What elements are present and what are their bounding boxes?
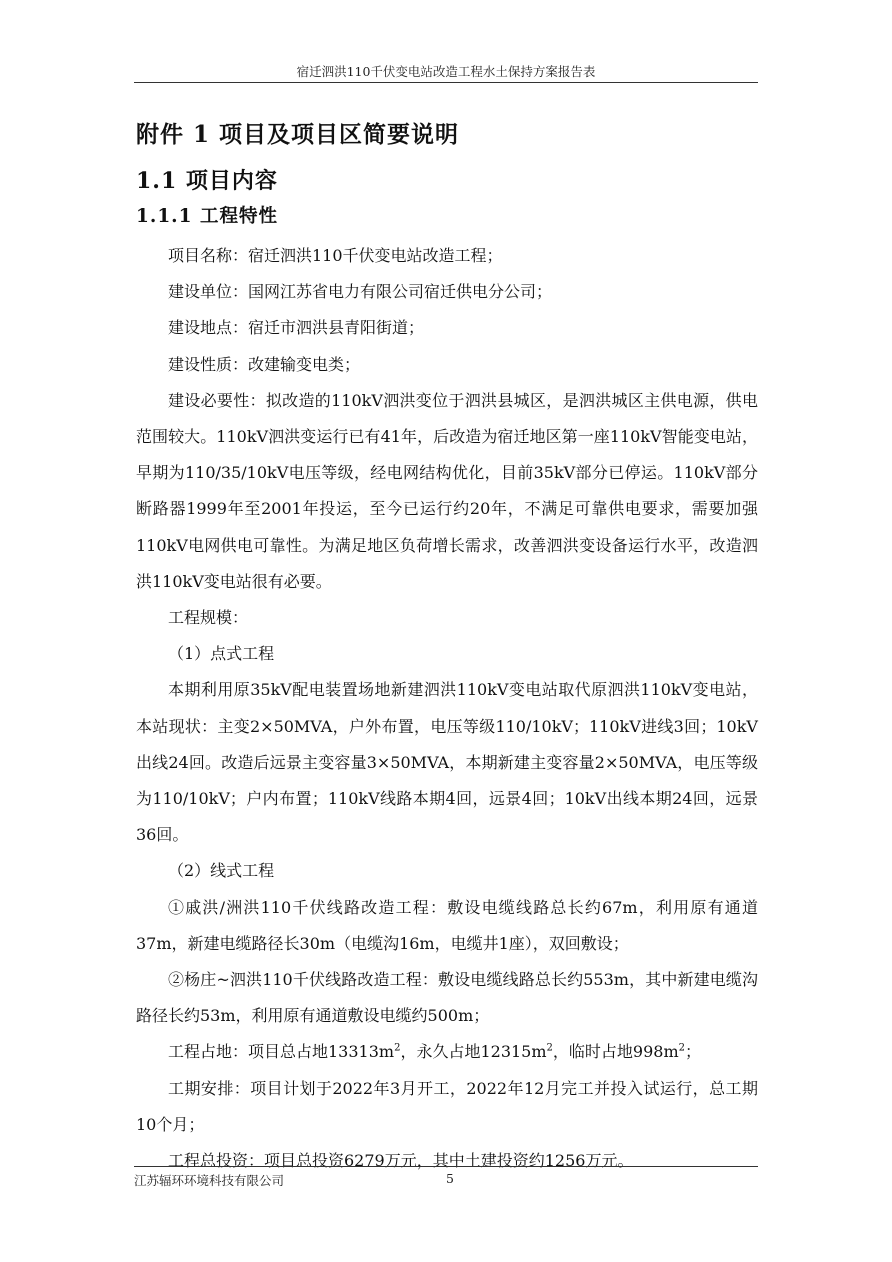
subsection-heading: 1.1.1 工程特性 [136,206,278,227]
location-paragraph: 建设地点：宿迁市泗洪县青阳街道； [168,318,425,338]
body-text [136,238,758,1179]
necessity-paragraph: 建设必要性：拟改造的110kV泗洪变位于泗洪县城区，是泗洪城区主供电源，供电范围较大。110kV泗洪变运行已有41年，后改造为宿迁地区第一座110kV智能变电站，早期为110/35/10kV电压等级，经电网结构优化，目前35kV部分已停运。110kV部分断路器1999年至2001年投运，至今已运行约20年，不满足可靠供电要求，需要加强110kV电网供电可靠性。为满足地区负荷增长需求，改善泗洪变设备运行水平，改造泗洪110kV变电站很有必要。 [136,390,758,591]
appendix-heading: 附件 1 项目及项目区简要说明 [136,121,460,148]
land-use-paragraph: 工程占地：项目总占地$13313m^2$，永久占地$12315m^2$，临时占地$998m^2$； [168,1042,702,1062]
line-project-1-paragraph: ①戚洪/洲洪110千伏线路改造工程：敷设电缆线路总长约67m，利用原有通道37m，新建电缆路径长30m（电缆沟16m，电缆井1座），双回敷设； [136,897,758,953]
line-project-2-paragraph: ②杨庄~泗洪110千伏线路改造工程：敷设电缆线路总长约553m，其中新建电缆沟路径长约53m，利用原有通道敷设电缆约500m； [136,970,758,1026]
schedule-paragraph: 工期安排：项目计划于2022年3月开工，2022年12月完工并投入试运行，总工期10个月； [136,1078,758,1134]
scale-label: 工程规模： [168,608,249,628]
project-name-paragraph: 项目名称：宿迁泗洪110千伏变电站改造工程； [168,246,503,265]
point-project-label: （1）点式工程 [168,644,275,664]
investment-paragraph: 工程总投资：项目总投资6279万元，其中土建投资约1256万元。 [168,1151,634,1171]
footer-company: 江苏辐环环境科技有限公司 [134,1173,285,1188]
line-project-label: （2）线式工程 [168,861,275,881]
point-project-paragraph: 本期利用原35kV配电装置场地新建泗洪110kV变电站取代原泗洪110kV变电站，本站现状：主变2×50MVA，户外布置，电压等级110/10kV；110kV进线3回；10kV出线24回。改造后远景主变容量3×50MVA，本期新建主变容量2×50MVA，电压等级为110/10kV；户内布置；110kV线路本期4回，远景4回；10kV出线本期24回，远景36回。 [136,680,758,845]
footer-rule [134,1166,758,1167]
running-header: 宿迁泗洪110千伏变电站改造工程水土保持方案报告表 [296,64,596,79]
section-heading: 1.1 项目内容 [136,168,278,194]
builder-paragraph: 建设单位：国网江苏省电力有限公司宿迁供电分公司； [168,282,553,302]
header-rule [134,82,758,83]
page-number: 5 [446,1171,454,1186]
nature-paragraph: 建设性质：改建输变电类； [168,354,361,374]
